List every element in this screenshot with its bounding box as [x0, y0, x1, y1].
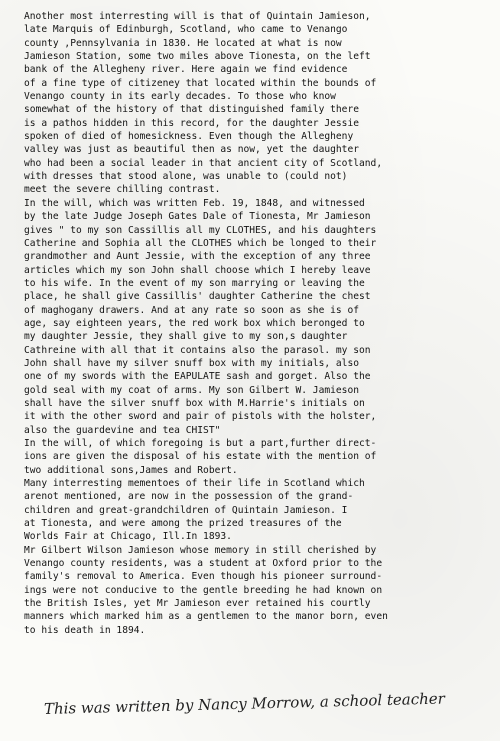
- text-line: Worlds Fair at Chicago, Ill.In 1893.: [24, 531, 232, 543]
- text-line: at Tionesta, and were among the prized treasures of the: [24, 518, 342, 530]
- text-line: by the late Judge Joseph Gates Dale of Tionesta, Mr Jamieson: [24, 211, 371, 223]
- text-line: gives " to my son Cassillis all my CLOTHES, and his daughters: [24, 224, 377, 236]
- text-line: meet the severe chilling contrast.: [24, 184, 221, 196]
- text-line: Another most interresting will is that of Quintain Jamieson,: [24, 11, 371, 22]
- text-line: ings were not conducive to the gentle breeding he had known on: [24, 584, 383, 596]
- text-line: Mr Gilbert Wilson Jamieson whose memory in still cherished by: [24, 544, 377, 556]
- text-line: to his death in 1894.: [24, 624, 146, 636]
- text-line: manners which marked him as a gentlemen to the manor born, even: [24, 611, 388, 623]
- text-line: valley was just as beautiful then as now, yet the daughter: [24, 144, 360, 156]
- text-line: of a fine type of citizeney that located within the bounds of: [24, 77, 377, 89]
- document-body: [24, 10, 494, 637]
- text-line: my daughter Jessie, they shall give to my son,s daughter: [24, 331, 348, 343]
- text-line: Many interresting mementoes of their life in Scotland which: [24, 478, 365, 490]
- text-line: is a pathos hidden in this record, for the daughter Jessie: [24, 117, 360, 129]
- text-line: also the guardevine and tea CHIST": [24, 424, 221, 436]
- text-line: county ,Pennsylvania in 1830. He located at what is now: [24, 37, 342, 49]
- text-line: shall have the silver snuff box with M.Harrie's initials on: [24, 397, 365, 409]
- text-line: late Marquis of Edinburgh, Scotland, who came to Venango: [24, 24, 348, 36]
- text-line: arenot mentioned, are now in the possession of the grand-: [24, 491, 354, 503]
- text-line: of maghogany drawers. And at any rate so soon as she is of: [24, 304, 360, 316]
- text-line: somewhat of the history of that distinguished family there: [24, 104, 360, 116]
- text-line: spoken of died of homesickness. Even though the Allegheny: [24, 131, 354, 143]
- text-line: one of my swords with the EAPULATE sash and gorget. Also the: [24, 371, 371, 383]
- text-line: John shall have my silver snuff box with my initials, also: [24, 357, 360, 369]
- text-line: age, say eighteen years, the red work box which beronged to: [24, 317, 365, 329]
- text-line: who had been a social leader in that ancient city of Scotland,: [24, 157, 383, 169]
- text-line: Cathreine with all that it contains also the parasol. my son: [24, 344, 371, 356]
- text-line: In the will, of which foregoing is but a part,further direct-: [24, 438, 377, 449]
- text-line: articles which my son John shall choose which I hereby leave: [24, 264, 371, 276]
- text-line: with dresses that stood alone, was unable to (could not): [24, 171, 348, 183]
- handwritten-note: This was written by Nancy Morrow, a school teacher: [43, 689, 446, 718]
- text-line: grandmother and Aunt Jessie, with the exception of any three: [24, 251, 371, 263]
- text-line: Venango county in its early decades. To those who know: [24, 91, 336, 103]
- text-line: children and great-grandchildren of Quintain Jamieson. I: [24, 504, 348, 516]
- text-line: Jamieson Station, some two miles above Tionesta, on the left: [24, 51, 371, 63]
- text-line: ions are given the disposal of his estate with the mention of: [24, 451, 377, 463]
- text-line: place, he shall give Cassillis' daughter Catherine the chest: [24, 291, 371, 303]
- text-line: it with the other sword and pair of pistols with the holster,: [24, 411, 377, 423]
- text-line: the British Isles, yet Mr Jamieson ever retained his courtly: [24, 598, 371, 610]
- text-line: to his wife. In the event of my son marrying or leaving the: [24, 277, 365, 289]
- text-line: In the will, which was written Feb. 19, 1848, and witnessed: [24, 197, 365, 209]
- text-line: two additional sons,James and Robert.: [24, 464, 238, 476]
- text-line: gold seal with my coat of arms. My son Gilbert W. Jamieson: [24, 384, 360, 396]
- text-line: family's removal to America. Even though his pioneer surround-: [24, 571, 383, 583]
- text-line: bank of the Allegheny river. Here again we find evidence: [24, 64, 348, 76]
- text-line: Catherine and Sophia all the CLOTHES which be longed to their: [24, 237, 377, 249]
- text-line: Venango county residents, was a student at Oxford prior to the: [24, 558, 383, 570]
